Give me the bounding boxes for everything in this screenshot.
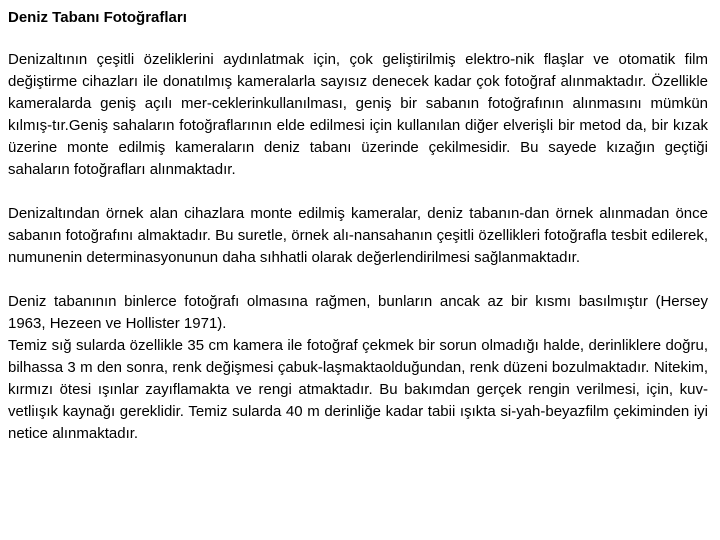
paragraph-published-photos: Deniz tabanının binlerce fotoğrafı olmasına rağmen, bunların ancak az bir kısmı basılmıştır (Hersey 1963, Hezeen ve Hollister 1971). xyxy=(8,293,708,332)
paragraph-sampling-cameras: Denizaltından örnek alan cihazlara monte edilmiş kameralar, deniz tabanın-dan örnek alınmadan önce sabanın fotoğrafını almaktadır. Bu suretle, örnek alı-nansahanın çeşitli özellikleri fotoğrafla tesbit edilerek, numunenin determinasyonunun daha sıhhatli olarak değerlendirilmesi sağlanmaktadır. xyxy=(8,205,708,266)
document-title: Deniz Tabanı Fotoğrafları xyxy=(8,9,187,26)
document-page xyxy=(8,0,708,445)
paragraph-color-depth: Temiz sığ sularda özellikle 35 cm kamera ile fotoğraf çekmek bir sorun olmadığı halde, derinliklere doğru, bilhassa 3 m den sonra, renk değişmesi çabuk-laşmaktaolduğundan, renk düzeni bozulmaktadır. Nitekim, kırmızı ötesi ışınlar zayıflamakta ve rengi atmaktadır. Bu bakımdan gerçek rengin verilmesi, için, kuv-vetliışık kaynağı gereklidir. Temiz sularda 40 m derinliğe kadar tabii ışıkta si-yah-beyazfilm çekiminden iyi netice alınmaktadır. xyxy=(8,337,708,442)
paragraph-photography-methods: Denizaltının çeşitli özeliklerini aydınlatmak için, çok geliştirilmiş elektro-nik flaşlar ve otomatik film değiştirme cihazları ile donatılmış kameralarla sayısız denecek kadar çok fotoğraf alınmaktadır. Özellikle kameralarda geniş açılı mer-ceklerinkullanılması, geniş bir sabanın fotoğrafının alınmasını mümkün kılmış-tır.Geniş sahaların fotoğraflarının elde edilmesi için kullanılan diğer elverişli bir metod da, bir kızak üzerine monte edilmiş kameraların deniz tabanı üzerinde çekilmesidir. Bu sayede kızağın geçtiği sahaların fotoğrafları alınmaktadır. xyxy=(8,51,708,178)
